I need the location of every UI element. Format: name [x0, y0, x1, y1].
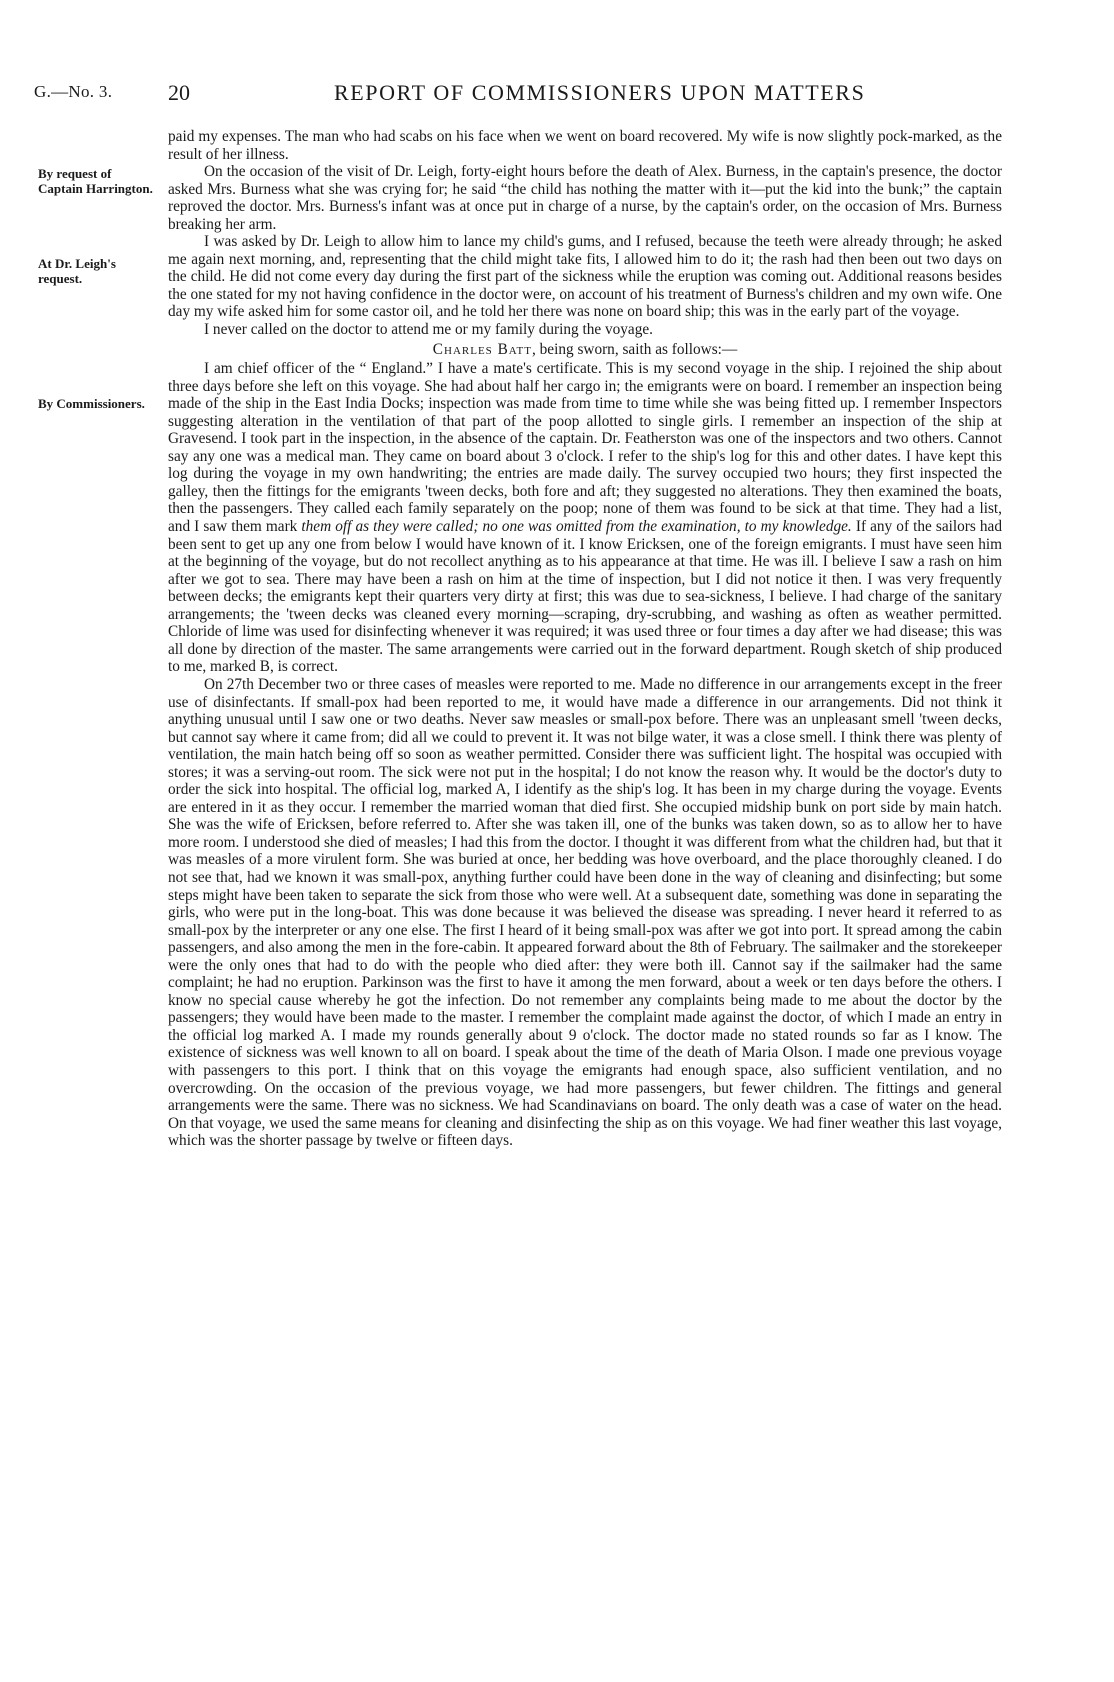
witness-heading — [168, 341, 1002, 359]
margin-note-dr-leigh: At Dr. Leigh's request. — [38, 256, 116, 286]
running-title: REPORT OF COMMISSIONERS UPON MATTERS — [334, 80, 866, 105]
paragraph-dr-leigh-visit: On the occasion of the visit of Dr. Leigh, forty-eight hours before the death of Alex. Burness, in the captain's presence, the doctor asked Mrs. Burness what she was crying for; he said “the child has nothing the matter with it—put the kid into the bunk;” the captain reproved the doctor. Mrs. Burness's infant was at once put in charge of a nurse, by the captain's order, on the occasion of Mrs. Burness breaking her arm. — [168, 163, 1002, 233]
document-reference: G.—No. 3. — [34, 82, 113, 101]
paragraph-chief-officer — [168, 360, 1002, 676]
page-number: 20 — [168, 80, 190, 105]
testimony-part-b: If any of the sailors had been sent to get up any one from below I would have known of it. I know Ericksen, one of the foreign emigrants. I must have seen him at the beginning of the voyage, but do not recollect anything as to his appearance at that time. He was ill. I believe I saw a rash on him after we got to sea. There may have been a rash on him at the time of inspection, but I did not notice it then. I was very frequently between decks; the emigrants kept their quarters very dirty at first; this was due to sea-sickness, I believe. I had charge of the sanitary arrangements; the 'tween decks was cleaned every morning—scraping, dry-scrubbing, and washing as often as weather permitted. Chloride of lime was used for disinfecting whenever it was required; it was used three or four times a day after we had disease; this was all done by direction of the master. The same arrangements were carried out in the forward department. Rough sketch of ship produced to me, marked B, is correct. — [168, 518, 1002, 676]
testimony-part-a: I am chief officer of the “ England.” I have a mate's certificate. This is my second voyage in the ship. I rejoined the ship about three days before she left on this voyage. She had about half her cargo in; the emigrants were on board. I remember an inspection being made of the ship in the East India Docks; inspection was made from time to time while she was being fitted up. I remember Inspectors suggesting alteration in the ventilation of that part of the poop allotted to single girls. I remember an inspection of the ship at Gravesend. I took part in the inspection, in the absence of the captain. Dr. Featherston was one of the inspectors and two others. Cannot say any one was a medical man. They came on board about 3 o'clock. I refer to the ship's log for this and other dates. I have kept this log during the voyage in my own handwriting; the entries are made daily. The survey occupied two hours; they first inspected the galley, then the fittings for the emigrants 'tween decks, both fore and aft; they suggested no alterations. They then examined the boats, then the passengers. They called each family separately on the poop; none of them was found to be sick at that time. They had a list, and I saw them mark — [168, 360, 1002, 536]
paragraph-lance-gums: I was asked by Dr. Leigh to allow him to lance my child's gums, and I refused, because the teeth were already through; he asked me again next morning, and, representing that the child might take fits, I allowed him to do it; the rash had then been out two days on the child. He did not come every day during the first part of the sickness while the eruption was coming out. Additional reasons besides the one stated for my not having confidence in the doctor were, on account of his treatment of Burness's children and my own wife. One day my wife asked him for some castor oil, and he told her there was none on board ship; this was in the early part of the voyage. — [168, 233, 1002, 321]
paragraph-never-called: I never called on the doctor to attend me or my family during the voyage. — [204, 321, 653, 339]
witness-name: Charles Batt — [432, 340, 532, 358]
testimony-italic: them off as they were called; no one was omitted from the examination, to my knowledge. — [301, 518, 852, 536]
body-text — [168, 128, 1002, 1150]
paragraph-expenses: paid my expenses. The man who had scabs on his face when we went on board recovered. My wife is now slightly pock-marked, as the result of her illness. — [168, 128, 1002, 163]
margin-note-commissioners: By Commissioners. — [38, 396, 145, 411]
page-header — [34, 80, 1074, 112]
witness-oath: , being sworn, saith as follows:— — [531, 340, 738, 358]
margin-note-captain-harrington: By request of Captain Harrington. — [38, 166, 153, 196]
paragraph-measles-reported: On 27th December two or three cases of measles were reported to me. Made no difference in our arrangements except in the freer use of disinfectants. If small-pox had been reported to me, it would have made a difference in our arrangements. Did not think it anything unusual until I saw one or two deaths. Never saw measles or small-pox before. There was an unpleasant smell 'tween decks, but cannot say where it came from; did all we could to prevent it. It was not bilge water, it was a close smell. I think there was plenty of ventilation, the main hatch being off so soon as weather permitted. Consider there was sufficient light. The hospital was occupied with stores; it was a serving-out room. The sick were not put in the hospital; I do not know the reason why. It would be the doctor's duty to order the sick into hospital. The official log, marked A, I identify as the ship's log. It has been in my charge during the voyage. Events are entered in it as they occur. I remember the married woman that died first. She occupied midship bunk on port side by main hatch. She was the wife of Ericksen, before referred to. After she was taken ill, one of the bunks was taken down, so as to allow her to have more room. I understood she died of measles; I had this from the doctor. I thought it was different from what the children had, but that it was measles of a more virulent form. She was buried at once, her bedding was hove overboard, and the place thoroughly cleaned. I do not see that, had we known it was small-pox, anything further could have been done in the way of cleaning and disinfecting; but some steps might have been taken to separate the sick from those who were well. At a subsequent date, something was done in separating the girls, who were put in the long-boat. This was done because it was believed the disease was spreading. I never heard it referred to as small-pox by the interpreter or any one else. The first I heard of it being small-pox was after we got into port. It spread among the cabin passengers, and also among the men in the fore-cabin. It appeared forward about the 8th of February. The sailmaker and the storekeeper were the only ones that had to do with the people who died after: they were both ill. Cannot say if the sailmaker had the same complaint; he had no eruption. Parkinson was the first to have it among the men forward, about a week or ten days before the others. I know no special cause whereby he got the infection. Do not remember any complaints being made to me about the doctor by the passengers; they would have been made to the master. I remember the complaint made against the doctor, of which I made an entry in the official log marked A. I made my rounds generally about 9 o'clock. The doctor made no stated rounds so far as I know. The existence of sickness was well known to all on board. I speak about the time of the death of Maria Olson. I made one previous voyage with passengers to this port. I think that on this voyage the emigrants had enough space, also sufficient ventilation, and no overcrowding. On the occasion of the previous voyage, we had more passengers, but fewer children. The fittings and general arrangements were the same. There was no sickness. We had Scandinavians on board. The only death was a case of water on the head. On that voyage, we used the same means for cleaning and disinfecting the ship as on this voyage. We had finer weather this last voyage, which was the shorter passage by twelve or fifteen days. — [168, 675, 1002, 1150]
